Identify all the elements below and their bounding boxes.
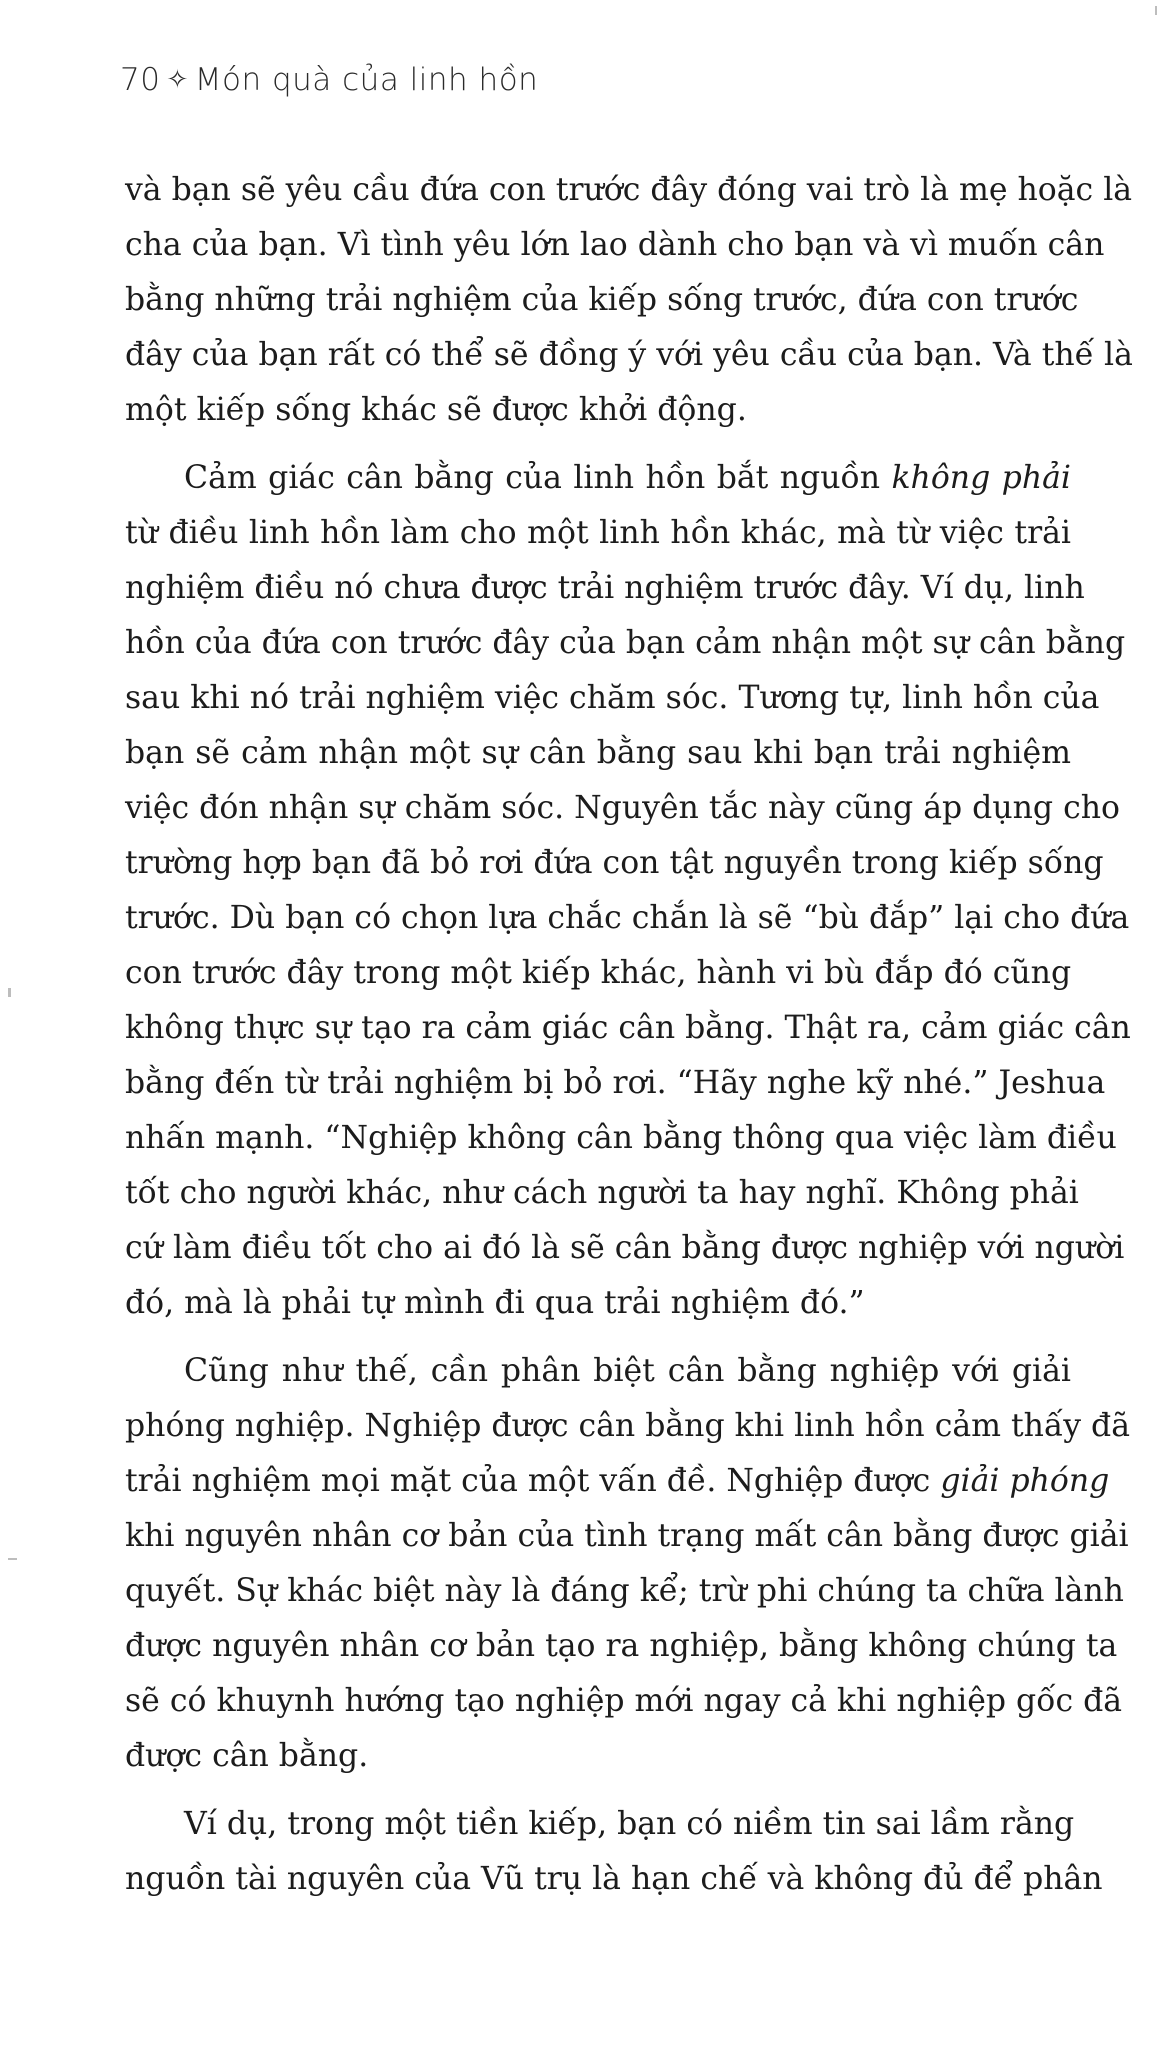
text-line: bằng đến từ trải nghiệm bị bỏ rơi. “Hãy nghe kỹ nhé.” Jeshua: [125, 1065, 1106, 1101]
text-line: nhấn mạnh. “Nghiệp không cân bằng thông qua việc làm điều: [125, 1120, 1117, 1156]
page-number: 70: [120, 62, 161, 98]
text-line: bằng những trải nghiệm của kiếp sống trước, đứa con trước: [125, 282, 1079, 318]
text-line: và bạn sẽ yêu cầu đứa con trước đây đóng vai trò là mẹ hoặc là: [125, 172, 1133, 208]
margin-tick: [8, 1558, 17, 1560]
text-line: cha của bạn. Vì tình yêu lớn lao dành cho bạn và vì muốn cân: [125, 227, 1105, 263]
text-line: trải nghiệm mọi mặt của một vấn đề. Nghiệp được giải phóng: [125, 1463, 1110, 1499]
text-line: hồn của đứa con trước đây của bạn cảm nhận một sự cân bằng: [125, 625, 1126, 661]
text-line: một kiếp sống khác sẽ được khởi động.: [125, 392, 747, 428]
text-line: Ví dụ, trong một tiền kiếp, bạn có niềm tin sai lầm rằng: [184, 1806, 1075, 1842]
text-line: bạn sẽ cảm nhận một sự cân bằng sau khi bạn trải nghiệm: [125, 735, 1071, 771]
emphasis-text: không phải: [891, 460, 1071, 496]
text-line: đây của bạn rất có thể sẽ đồng ý với yêu cầu của bạn. Và thế là: [125, 337, 1133, 373]
paragraph: [125, 1344, 1131, 1784]
running-head: [120, 62, 538, 98]
text-line: Cảm giác cân bằng của linh hồn bắt nguồn không phải: [184, 460, 1071, 496]
text-line: con trước đây trong một kiếp khác, hành vi bù đắp đó cũng: [125, 955, 1072, 991]
text-line: trường hợp bạn đã bỏ rơi đứa con tật nguyền trong kiếp sống: [125, 845, 1104, 881]
paragraph: [125, 163, 1133, 438]
paragraph: [125, 451, 1131, 1331]
text-line: được cân bằng.: [125, 1738, 369, 1774]
text-line: trước. Dù bạn có chọn lựa chắc chắn là sẽ “bù đắp” lại cho đứa: [125, 900, 1130, 936]
edge-tick: [1155, 6, 1157, 15]
text-line: cứ làm điều tốt cho ai đó là sẽ cân bằng được nghiệp với người: [125, 1230, 1125, 1266]
body-text: [125, 163, 1133, 1907]
text-line: tốt cho người khác, như cách người ta hay nghĩ. Không phải: [125, 1175, 1079, 1211]
text-line: đó, mà là phải tự mình đi qua trải nghiệm đó.”: [125, 1285, 865, 1321]
text-line: khi nguyên nhân cơ bản của tình trạng mất cân bằng được giải: [125, 1518, 1129, 1554]
text-line: nghiệm điều nó chưa được trải nghiệm trước đây. Ví dụ, linh: [125, 570, 1085, 606]
text-line: không thực sự tạo ra cảm giác cân bằng. Thật ra, cảm giác cân: [125, 1010, 1131, 1046]
text-line: sẽ có khuynh hướng tạo nghiệp mới ngay cả khi nghiệp gốc đã: [125, 1683, 1123, 1719]
text-line: việc đón nhận sự chăm sóc. Nguyên tắc này cũng áp dụng cho: [125, 790, 1120, 826]
ornament-separator-icon: ✧: [166, 65, 189, 95]
text-line: được nguyên nhân cơ bản tạo ra nghiệp, bằng không chúng ta: [125, 1628, 1118, 1664]
paragraph: [125, 1797, 1103, 1907]
text-line: từ điều linh hồn làm cho một linh hồn khác, mà từ việc trải: [125, 515, 1071, 551]
book-title: Món quà của linh hồn: [194, 62, 539, 98]
text-line: quyết. Sự khác biệt này là đáng kể; trừ phi chúng ta chữa lành: [125, 1573, 1124, 1609]
emphasis-text: giải phóng: [940, 1463, 1110, 1499]
text-line: sau khi nó trải nghiệm việc chăm sóc. Tương tự, linh hồn của: [125, 680, 1100, 716]
text-line: Cũng như thế, cần phân biệt cân bằng nghiệp với giải: [184, 1353, 1071, 1389]
text-line: phóng nghiệp. Nghiệp được cân bằng khi linh hồn cảm thấy đã: [125, 1408, 1131, 1444]
margin-speck: [8, 988, 11, 997]
text-line: nguồn tài nguyên của Vũ trụ là hạn chế và không đủ để phân: [125, 1861, 1103, 1897]
